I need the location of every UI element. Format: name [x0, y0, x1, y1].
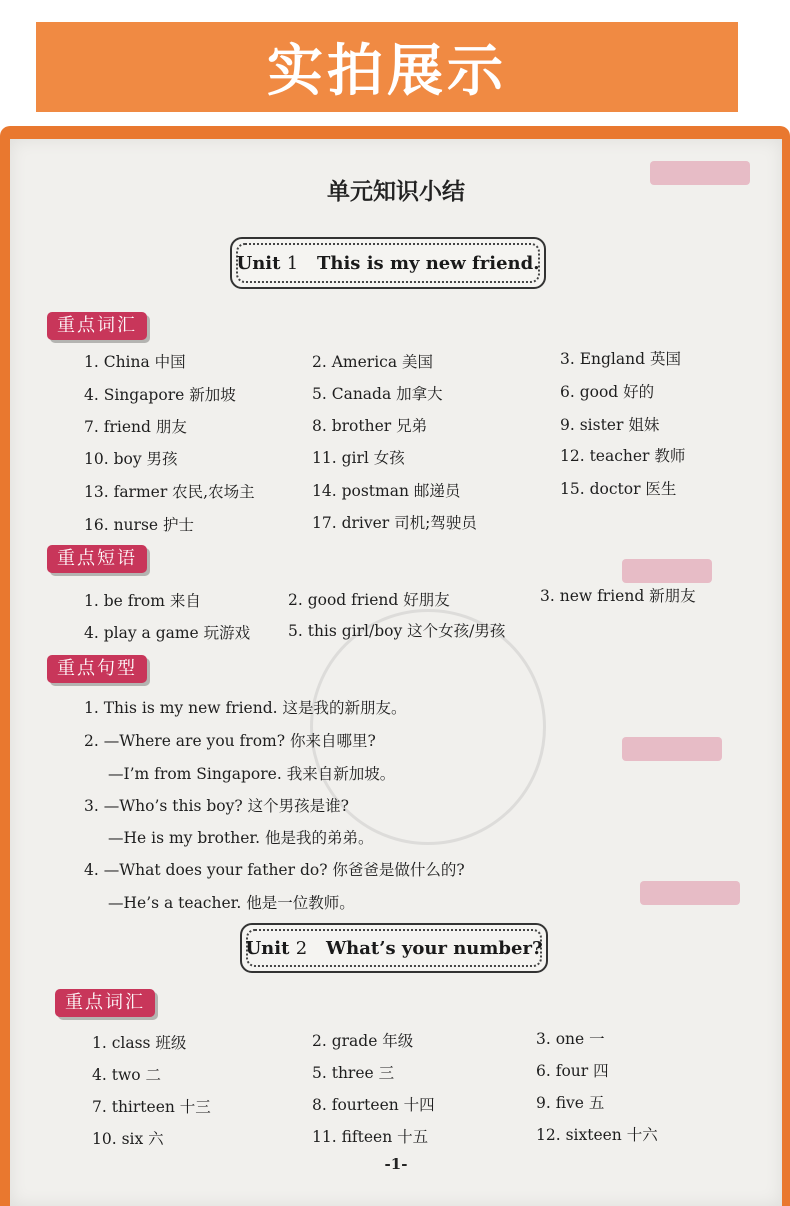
- sentence-item: —He is my brother. 他是我的弟弟。: [108, 829, 374, 847]
- section-tag-vocab: 重点词汇: [47, 312, 147, 340]
- book-page: [10, 139, 782, 1206]
- phrase-item: 4. play a game 玩游戏: [84, 624, 251, 642]
- vocab-item: 9. sister 姐妹: [560, 416, 660, 434]
- unit-2-label: Unit 2 What’s your number?: [245, 937, 543, 959]
- vocab-item: 7. thirteen 十三: [92, 1098, 211, 1116]
- vocab-item: 11. fifteen 十五: [312, 1128, 429, 1146]
- vocab-item: 2. America 美国: [312, 353, 433, 371]
- sentence-item: 1. This is my new friend. 这是我的新朋友。: [84, 699, 407, 717]
- vocab-item: 14. postman 邮递员: [312, 482, 461, 500]
- unit-1-title-box: [230, 237, 546, 289]
- show-through-badge: [640, 881, 740, 905]
- vocab-item: 16. nurse 护士: [84, 516, 195, 534]
- sentence-item: 4. —What does your father do? 你爸爸是做什么的?: [84, 861, 465, 879]
- vocab-item: 17. driver 司机;驾驶员: [312, 514, 477, 532]
- banner: [36, 22, 738, 112]
- phrase-item: 5. this girl/boy 这个女孩/男孩: [288, 622, 506, 640]
- sentence-item: —I’m from Singapore. 我来自新加坡。: [108, 765, 396, 783]
- vocab-item: 6. four 四: [536, 1062, 609, 1080]
- vocab-item: 6. good 好的: [560, 383, 655, 401]
- vocab-item: 2. grade 年级: [312, 1032, 414, 1050]
- phrase-item: 3. new friend 新朋友: [540, 587, 696, 605]
- section-tag-sentences: 重点句型: [47, 655, 147, 683]
- vocab-item: 12. teacher 教师: [560, 447, 686, 465]
- unit-2-title-box: [240, 923, 548, 973]
- vocab-item: 12. sixteen 十六: [536, 1126, 658, 1144]
- vocab-item: 7. friend 朋友: [84, 418, 187, 436]
- vocab-item: 5. three 三: [312, 1064, 395, 1082]
- show-through-badge: [622, 559, 712, 583]
- vocab-item: 11. girl 女孩: [312, 449, 405, 467]
- show-through-badge: [622, 737, 722, 761]
- vocab-item: 1. class 班级: [92, 1034, 187, 1052]
- vocab-item: 5. Canada 加拿大: [312, 385, 443, 403]
- phrase-item: 1. be from 来自: [84, 592, 201, 610]
- sentence-item: 3. —Who’s this boy? 这个男孩是谁?: [84, 797, 349, 815]
- vocab-item: 9. five 五: [536, 1094, 605, 1112]
- vocab-item: 13. farmer 农民,农场主: [84, 483, 255, 501]
- vocab-item: 10. six 六: [92, 1130, 164, 1148]
- sentence-item: 2. —Where are you from? 你来自哪里?: [84, 732, 376, 750]
- page-title: 单元知识小结: [327, 179, 465, 205]
- section-tag-vocab-unit2: 重点词汇: [55, 989, 155, 1017]
- section-tag-phrases: 重点短语: [47, 545, 147, 573]
- unit-1-label: Unit 1 This is my new friend.: [236, 252, 540, 274]
- page-number: -1-: [384, 1155, 408, 1173]
- vocab-item: 3. one 一: [536, 1030, 605, 1048]
- vocab-item: 8. brother 兄弟: [312, 417, 428, 435]
- vocab-item: 1. China 中国: [84, 353, 186, 371]
- banner-title: 实拍展示: [267, 39, 507, 104]
- vocab-item: 10. boy 男孩: [84, 450, 178, 468]
- vocab-item: 4. Singapore 新加坡: [84, 386, 236, 404]
- sentence-item: —He’s a teacher. 他是一位教师。: [108, 894, 355, 912]
- vocab-item: 15. doctor 医生: [560, 480, 677, 498]
- phrase-item: 2. good friend 好朋友: [288, 591, 450, 609]
- vocab-item: 4. two 二: [92, 1066, 161, 1084]
- vocab-item: 8. fourteen 十四: [312, 1096, 435, 1114]
- vocab-item: 3. England 英国: [560, 350, 681, 368]
